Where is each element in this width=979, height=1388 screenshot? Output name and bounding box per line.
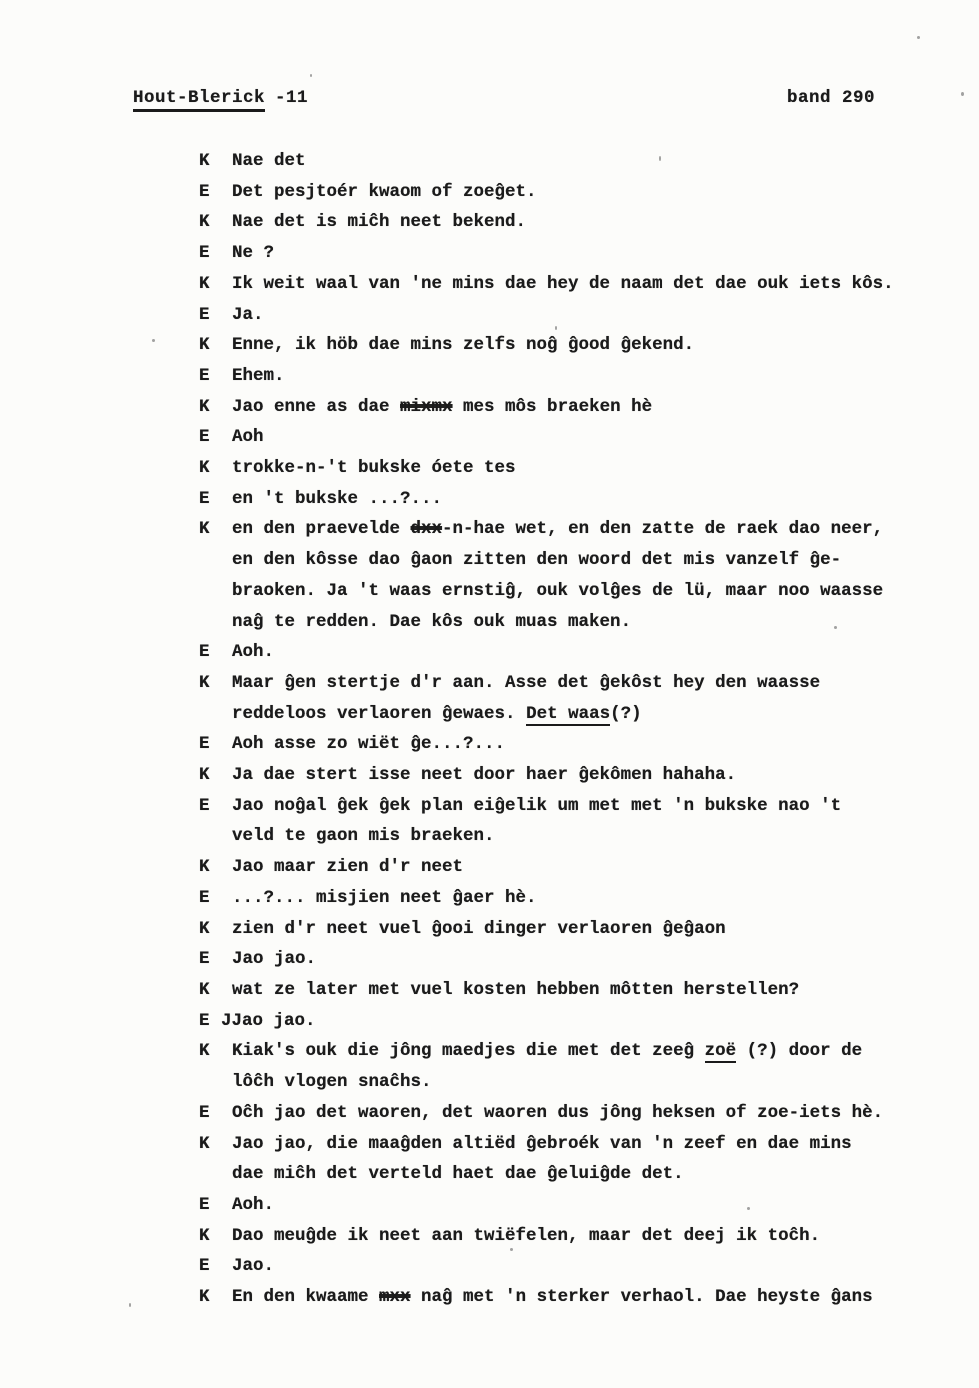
dialogue-text <box>232 1067 432 1098</box>
transcript-line <box>199 944 959 975</box>
transcript-line <box>199 914 959 945</box>
text-segment: Ja dae stert isse neet door haer ĝekômen hahaha. <box>232 765 737 786</box>
dialogue-text <box>232 207 526 238</box>
dialogue-text <box>232 607 631 638</box>
text-segment: JJao jao. <box>221 1010 316 1031</box>
transcript-line <box>199 791 959 822</box>
transcript-line <box>199 1036 959 1067</box>
speaker-label <box>199 1067 232 1098</box>
text-segment: ...?... misjien neet ĝaer hè. <box>232 887 537 908</box>
speaker-label: K <box>199 519 210 540</box>
text-segment: Jao enne as dae <box>232 396 401 417</box>
dialogue-text <box>232 1098 883 1129</box>
speaker-label: K <box>199 918 210 939</box>
dialogue-text <box>232 146 306 177</box>
scan-speck <box>659 156 661 161</box>
dialogue-text <box>232 1036 862 1067</box>
transcript-line <box>199 177 959 208</box>
text-segment: reddeloos verlaoren ĝewaes. <box>232 703 527 724</box>
transcript-line <box>199 821 959 852</box>
typed-over-correction: mixmx <box>400 396 453 417</box>
transcript-line <box>199 852 959 883</box>
speaker-label: E <box>199 1010 210 1031</box>
dialogue-text <box>232 1282 873 1313</box>
speaker-label: K <box>199 1287 210 1308</box>
transcript-line <box>199 484 959 515</box>
text-segment: zien d'r neet vuel ĝooi dinger verlaoren ĝeĝaon <box>232 918 726 939</box>
scan-speck <box>129 1303 131 1307</box>
speaker-label <box>199 576 232 607</box>
transcript-line <box>199 576 959 607</box>
transcript-line <box>199 207 959 238</box>
text-segment: veld te gaon mis braeken. <box>232 826 495 847</box>
dialogue-text <box>232 238 274 269</box>
dialogue-text <box>232 576 883 607</box>
speaker-label: E <box>199 1194 210 1215</box>
dialogue-text <box>232 1251 274 1282</box>
text-segment: Jao jao. <box>232 949 317 970</box>
speaker-label: E <box>199 365 210 386</box>
text-segment: lôĉh vlogen snaĉhs. <box>232 1072 432 1093</box>
dialogue-text <box>232 422 264 453</box>
dialogue-text <box>232 453 516 484</box>
speaker-label <box>199 607 232 638</box>
speaker-label: E <box>199 642 210 663</box>
text-segment: (?) <box>610 703 642 724</box>
dialogue-text <box>232 330 694 361</box>
dialogue-text <box>232 852 463 883</box>
text-segment: Kiak's ouk die jông maedjes die met det zeeĝ <box>232 1041 705 1062</box>
transcript-line <box>199 269 959 300</box>
speaker-label: K <box>199 212 210 233</box>
text-segment: dae miĉh det verteld haet dae ĝeluiĝde det. <box>232 1164 684 1185</box>
dialogue-transcript <box>199 146 959 1313</box>
dialogue-text <box>232 637 274 668</box>
scan-speck <box>152 339 155 342</box>
text-segment: Det pesjtoér kwaom of zoeĝet. <box>232 181 537 202</box>
dialogue-text <box>232 668 820 699</box>
dialogue-text <box>232 699 642 730</box>
underlined-phrase: zoë <box>704 1041 737 1062</box>
transcript-line <box>199 422 959 453</box>
transcript-line <box>199 883 959 914</box>
transcript-line <box>199 607 959 638</box>
dialogue-text <box>232 821 495 852</box>
typed-over-correction: dxx <box>410 519 443 540</box>
text-segment: naĝ met 'n sterker verhaol. Dae heyste ĝans <box>410 1287 873 1308</box>
speaker-label <box>199 821 232 852</box>
text-segment: en 't bukske ...?... <box>232 488 443 509</box>
dialogue-text <box>232 545 841 576</box>
transcript-line <box>199 238 959 269</box>
scan-speck <box>917 36 920 39</box>
speaker-label: K <box>199 857 210 878</box>
dialogue-text <box>232 791 841 822</box>
underlined-phrase: Det waas <box>526 703 611 724</box>
text-segment: (?) door de <box>736 1041 863 1062</box>
text-segment: Ne ? <box>232 243 275 264</box>
transcript-line <box>199 1006 959 1037</box>
text-segment: Maar ĝen stertje d'r aan. Asse det ĝekôst hey den waasse <box>232 672 821 693</box>
transcript-line <box>199 392 959 423</box>
text-segment: braoken. Ja 't waas ernstiĝ, ouk volĝes de lü, maar noo waasse <box>232 580 884 601</box>
header-left <box>133 88 308 108</box>
speaker-label: E <box>199 243 210 264</box>
speaker-label: K <box>199 396 210 417</box>
transcript-line <box>199 330 959 361</box>
transcript-line <box>199 699 959 730</box>
transcript-line <box>199 1221 959 1252</box>
scan-speck <box>555 326 557 330</box>
location-title: Hout-Blerick <box>133 88 265 112</box>
speaker-label: E <box>199 181 210 202</box>
transcript-line <box>199 1282 959 1313</box>
text-segment: Aoh. <box>232 642 275 663</box>
dialogue-text <box>221 1006 316 1037</box>
band-label: band 290 <box>786 88 875 108</box>
dialogue-text <box>232 914 726 945</box>
transcript-line <box>199 975 959 1006</box>
dialogue-text <box>232 177 537 208</box>
dialogue-text <box>232 1221 820 1252</box>
text-segment: naĝ te redden. Dae kôs ouk muas maken. <box>232 611 632 632</box>
speaker-label: E <box>199 304 210 325</box>
text-segment: Jao. <box>232 1256 275 1277</box>
dialogue-text <box>232 1159 684 1190</box>
text-segment: en den praevelde <box>232 519 411 540</box>
dialogue-text <box>232 1129 852 1160</box>
transcript-line <box>199 1251 959 1282</box>
transcript-line <box>199 1190 959 1221</box>
text-segment: Jao jao, die maaĝden altiëd ĝebroék van 'n zeef en dae mins <box>232 1133 852 1154</box>
speaker-label: K <box>199 765 210 786</box>
speaker-label: K <box>199 1225 210 1246</box>
scan-speck <box>510 1248 513 1251</box>
transcript-line <box>199 453 959 484</box>
dialogue-text <box>232 361 285 392</box>
speaker-label: K <box>199 335 210 356</box>
page-number: -11 <box>275 88 309 108</box>
speaker-label: E <box>199 1256 210 1277</box>
dialogue-text <box>232 269 894 300</box>
dialogue-text <box>232 729 505 760</box>
scan-speck <box>310 74 312 77</box>
text-segment: Jao noĝal ĝek ĝek plan eiĝelik um met met 'n bukske nao 't <box>232 795 842 816</box>
speaker-label: E <box>199 949 210 970</box>
speaker-label: K <box>199 979 210 1000</box>
transcript-line <box>199 1129 959 1160</box>
text-segment: Oĉh jao det waoren, det waoren dus jông heksen of zoe-iets hè. <box>232 1102 884 1123</box>
transcript-line <box>199 300 959 331</box>
text-segment: Ehem. <box>232 365 285 386</box>
text-segment: Nae det <box>232 151 306 171</box>
dialogue-text <box>232 760 736 791</box>
dialogue-text <box>232 514 883 545</box>
text-segment: Dao meuĝde ik neet aan twiëfelen, maar det deej ik toĉh. <box>232 1225 821 1246</box>
transcript-line <box>199 361 959 392</box>
transcript-line <box>199 514 959 545</box>
speaker-label: K <box>199 458 210 479</box>
text-segment: en den kôsse dao ĝaon zitten den woord det mis vanzelf ĝe- <box>232 550 842 571</box>
text-segment: Ja. <box>232 304 264 325</box>
text-segment: Ik weit waal van 'ne mins dae hey de naam det dae ouk iets kôs. <box>232 273 894 294</box>
speaker-label: E <box>199 795 210 816</box>
speaker-label <box>199 1159 232 1190</box>
speaker-label: E <box>199 887 210 908</box>
text-segment: Aoh <box>232 427 264 448</box>
speaker-label: K <box>199 151 210 171</box>
speaker-label <box>199 699 232 730</box>
speaker-label: K <box>199 672 210 693</box>
scan-speck <box>834 626 837 629</box>
speaker-label: E <box>199 734 210 755</box>
speaker-label: K <box>199 1041 210 1062</box>
text-segment: wat ze later met vuel kosten hebben môtten herstellen? <box>232 979 800 1000</box>
dialogue-text <box>232 1190 274 1221</box>
scan-speck <box>961 92 964 96</box>
text-segment: Enne, ik höb dae mins zelfs noĝ ĝood ĝekend. <box>232 335 695 356</box>
text-segment: Aoh. <box>232 1194 275 1215</box>
speaker-label: K <box>199 1133 210 1154</box>
dialogue-text <box>232 300 264 331</box>
text-segment: Nae det is miĉh neet bekend. <box>232 212 527 233</box>
dialogue-text <box>232 883 537 914</box>
text-segment: mes môs braeken hè <box>452 396 653 417</box>
transcript-line <box>199 729 959 760</box>
transcript-line <box>199 668 959 699</box>
speaker-label <box>199 545 232 576</box>
transcript-line <box>199 637 959 668</box>
scan-speck <box>747 1207 750 1210</box>
text-segment: Jao maar zien d'r neet <box>232 857 464 878</box>
speaker-label: E <box>199 1102 210 1123</box>
dialogue-text <box>232 392 652 423</box>
dialogue-text <box>232 975 799 1006</box>
transcript-line <box>199 760 959 791</box>
transcript-line <box>199 1067 959 1098</box>
typed-over-correction: mxx <box>379 1287 411 1308</box>
transcript-line <box>199 1159 959 1190</box>
transcript-line <box>199 146 959 177</box>
transcript-line <box>199 1098 959 1129</box>
text-segment: Aoh asse zo wiët ĝe...?... <box>232 734 506 755</box>
text-segment: -n-hae wet, en den zatte de raek dao neer, <box>442 519 884 540</box>
dialogue-text <box>232 944 316 975</box>
text-segment: trokke-n-'t bukske óete tes <box>232 458 516 479</box>
speaker-label: E <box>199 427 210 448</box>
dialogue-text <box>232 484 442 515</box>
speaker-label: E <box>199 488 210 509</box>
speaker-label: K <box>199 273 210 294</box>
text-segment: En den kwaame <box>232 1287 380 1308</box>
transcript-line <box>199 545 959 576</box>
